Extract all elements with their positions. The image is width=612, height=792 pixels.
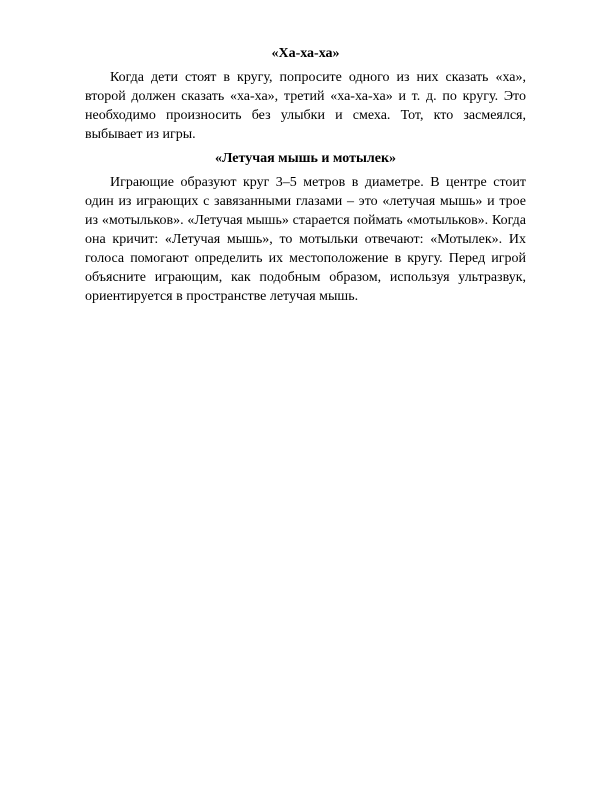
section-text-bat-and-moth: Играющие образуют круг 3–5 метров в диаметре. В центре стоит один из играющих с завязанными глазами – это «летучая мышь» и трое из «мотыльков». «Летучая мышь» старается поймать «мотыльков». Когда она кричит: «Летучая мышь», то мотыльки отвечают: «Мотылек». Их голоса помогают определить их местоположение в кругу. Перед игрой объясните играющим, как подобным образом, используя ультразвук, ориентируется в пространстве летучая мышь. [85, 175, 526, 304]
document-body [85, 44, 526, 311]
section-title-ha-ha-ha: «Ха-ха-ха» [271, 46, 340, 61]
section-text-ha-ha-ha: Когда дети стоят в кругу, попросите одного из них сказать «ха», второй должен сказать «ха-ха», третий «ха-ха-ха» и т. д. по кругу. Это необходимо произносить без улыбки и смеха. Тот, кто засмеялся, выбывает из игры. [85, 70, 526, 142]
section-title-bat-and-moth: «Летучая мышь и мотылек» [214, 151, 397, 166]
